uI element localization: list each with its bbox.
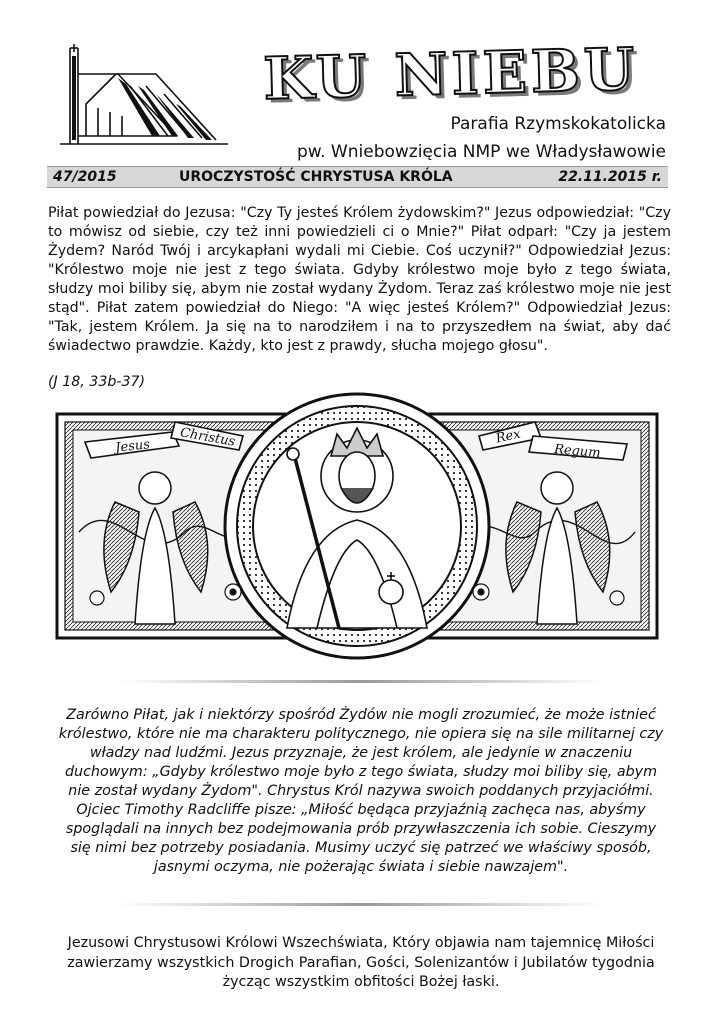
greeting-text: Jezusowi Chrystusowi Królowi Wszechświata, Który objawia nam tajemnicę Miłości zawierzamy wszystkich Drogich Parafian, Gości, Solenizantów i Jubilatów tygodnia życząc wszystkim obfitości Bożej łaski. bbox=[67, 935, 655, 990]
scroll-regum: Regum bbox=[553, 442, 602, 462]
parish-dedication: pw. Wniebowzięcia NMP we Władysławowie bbox=[296, 142, 666, 162]
christ-king-banner bbox=[55, 392, 659, 660]
issue-number: 47/2015 bbox=[53, 169, 117, 185]
gospel-reference: (J 18, 33b-37) bbox=[48, 374, 146, 390]
scroll-christus: Christus bbox=[178, 425, 237, 450]
issue-date: 22.11.2015 r. bbox=[558, 169, 662, 185]
divider-bottom bbox=[118, 903, 604, 906]
feast-title: UROCZYSTOŚĆ CHRYSTUSA KRÓLA bbox=[179, 169, 453, 185]
reflection-text: Zarówno Piłat, jak i niektórzy spośród Żydów nie mogli zrozumieć, że może istnieć królestwo, które nie ma charakteru politycznego, nie opiera się na sile militarnej czy władzy nad ludźmi. Jezus przyznaje, że jest królem, ale jedynie w znaczeniu duchowym: „Gdyby królestwo moje było z tego świata, słudzy moi biliby się, abym nie został wydany Żydom". Chrystus Król nazywa swoich poddanych przyjaciółmi. Ojciec Timothy Radcliffe pisze: „Miłość będąca przyjaźnią zachęca nas, abyśmy spoglądali na innych bez podejmowania prób przywłaszczenia ich sobie. Cieszymy się nimi bez potrzeby posiadania. Musimy uczyć się patrzeć we właściwy sposób, jasnymi oczyma, nie pożerając świata i siebie nawzajem". bbox=[58, 707, 664, 875]
parish-name: Parafia Rzymskokatolicka bbox=[450, 114, 666, 134]
divider-top bbox=[118, 680, 604, 683]
issue-bar bbox=[47, 166, 668, 188]
church-logo bbox=[56, 44, 232, 156]
scroll-jesus: Jesus bbox=[114, 437, 151, 456]
gospel-text: Piłat powiedział do Jezusa: "Czy Ty jesteś Królem żydowskim?" Jezus odpowiedział: "Czy to mówisz od siebie, czy też inni powiedzieli ci o Mnie?" Piłat odparł: "Czy ja jestem Żydem? Naród Twój i arcykapłani wydali mi Ciebie. Coś uczynił?" Odpowiedział Jezus: "Królestwo moje nie jest z tego świata. Gdyby królestwo moje było z tego świata, słudzy moi biliby się, abym nie został wydany Żydom. Teraz zaś królestwo moje nie jest stąd". Piłat zatem powiedział do Niego: "A więc jesteś Królem?" Odpowiedział Jezus: "Tak, jestem Królem. Ja się na to narodziłem i na to przyszedłem na świat, aby dać świadectwo prawdzie. Każdy, kto jest z prawdy, słucha mojego głosu". bbox=[48, 205, 671, 354]
newsletter-title: KU NIEBU bbox=[262, 35, 640, 113]
scroll-rex: Rex bbox=[494, 426, 522, 447]
